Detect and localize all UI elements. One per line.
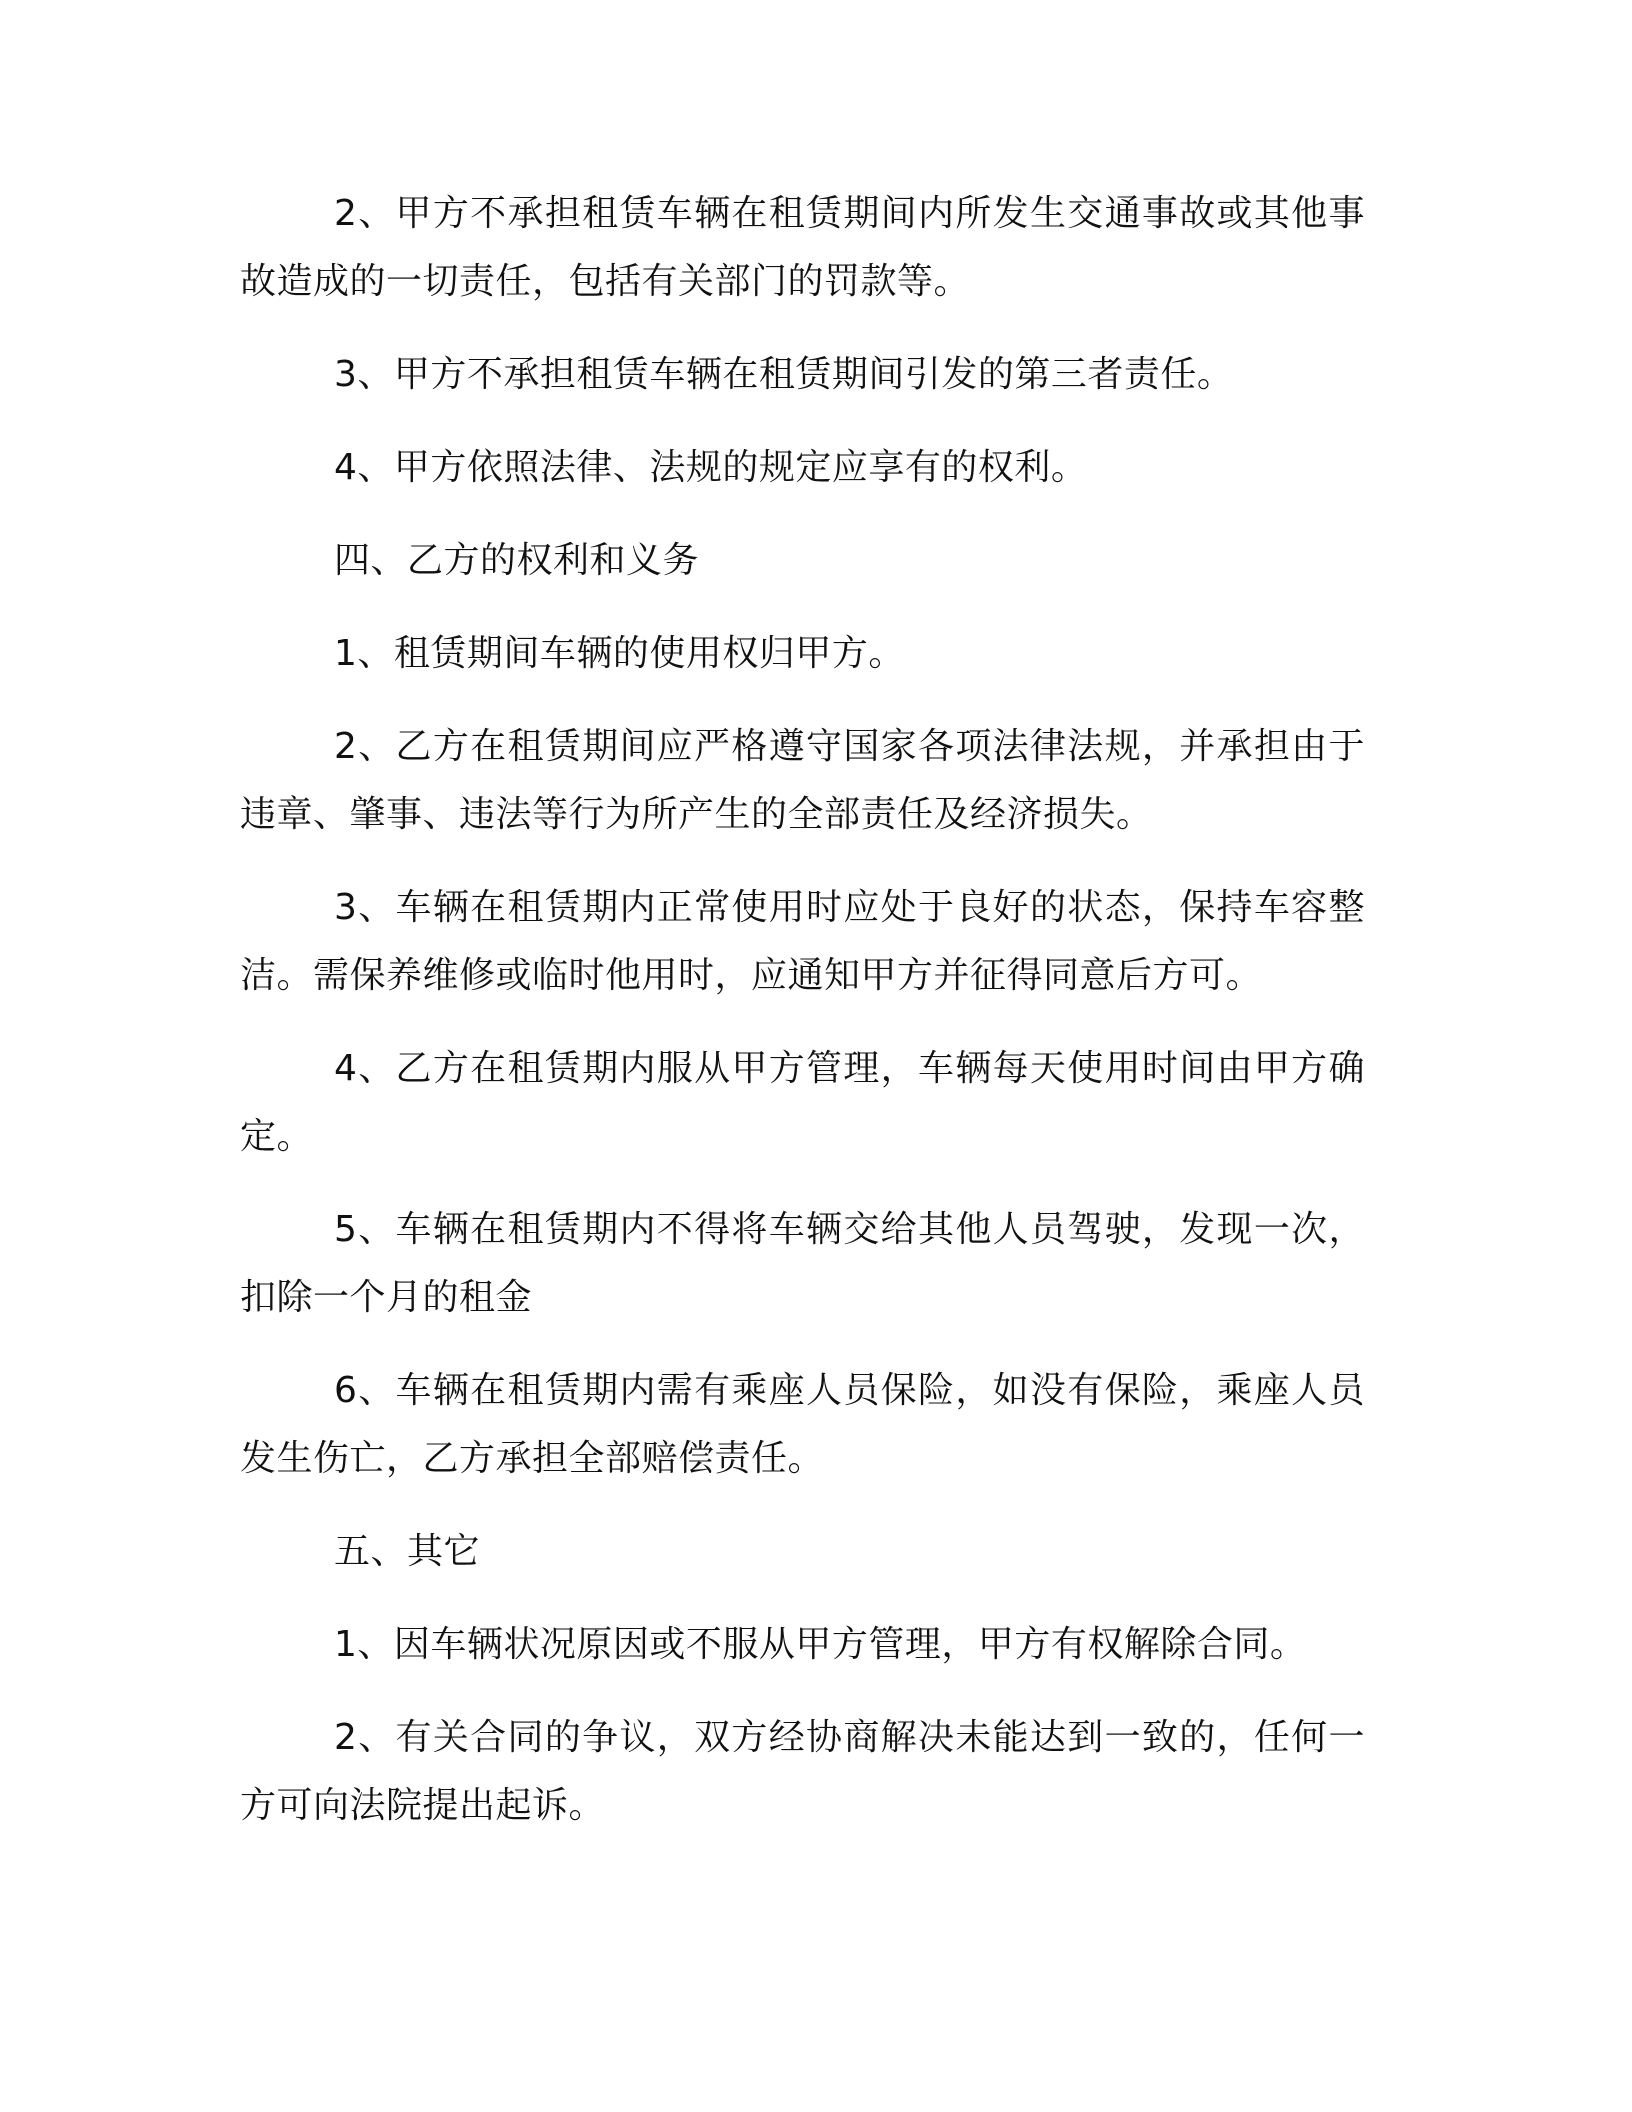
clause-party-b-2: 2、乙方在租赁期间应严格遵守国家各项法律法规，并承担由于违章、肇事、违法等行为所产生的全部责任及经济损失。	[240, 726, 1365, 835]
section-heading-other: 五、其它	[334, 1531, 481, 1572]
clause-party-b-5: 5、车辆在租赁期内不得将车辆交给其他人员驾驶，发现一次，扣除一个月的租金	[240, 1209, 1365, 1318]
clause-party-b-3: 3、车辆在租赁期内正常使用时应处于良好的状态，保持车容整洁。需保养维修或临时他用时，应通知甲方并征得同意后方可。	[240, 887, 1365, 996]
clause-party-b-1: 1、租赁期间车辆的使用权归甲方。	[334, 633, 905, 674]
section-heading-party-b: 四、乙方的权利和义务	[334, 540, 700, 581]
document-body	[240, 180, 1365, 1865]
clause-party-a-2: 2、甲方不承担租赁车辆在租赁期间内所发生交通事故或其他事故造成的一切责任，包括有关部门的罚款等。	[240, 193, 1365, 302]
clause-party-b-6: 6、车辆在租赁期内需有乘座人员保险，如没有保险，乘座人员发生伤亡，乙方承担全部赔偿责任。	[240, 1370, 1365, 1479]
clause-party-b-4: 4、乙方在租赁期内服从甲方管理，车辆每天使用时间由甲方确定。	[240, 1048, 1365, 1157]
clause-other-2: 2、有关合同的争议，双方经协商解决未能达到一致的，任何一方可向法院提出起诉。	[240, 1717, 1365, 1826]
clause-party-a-3: 3、甲方不承担租赁车辆在租赁期间引发的第三者责任。	[334, 354, 1234, 395]
clause-other-1: 1、因车辆状况原因或不服从甲方管理，甲方有权解除合同。	[334, 1624, 1307, 1665]
clause-party-a-4: 4、甲方依照法律、法规的规定应享有的权利。	[334, 447, 1088, 488]
